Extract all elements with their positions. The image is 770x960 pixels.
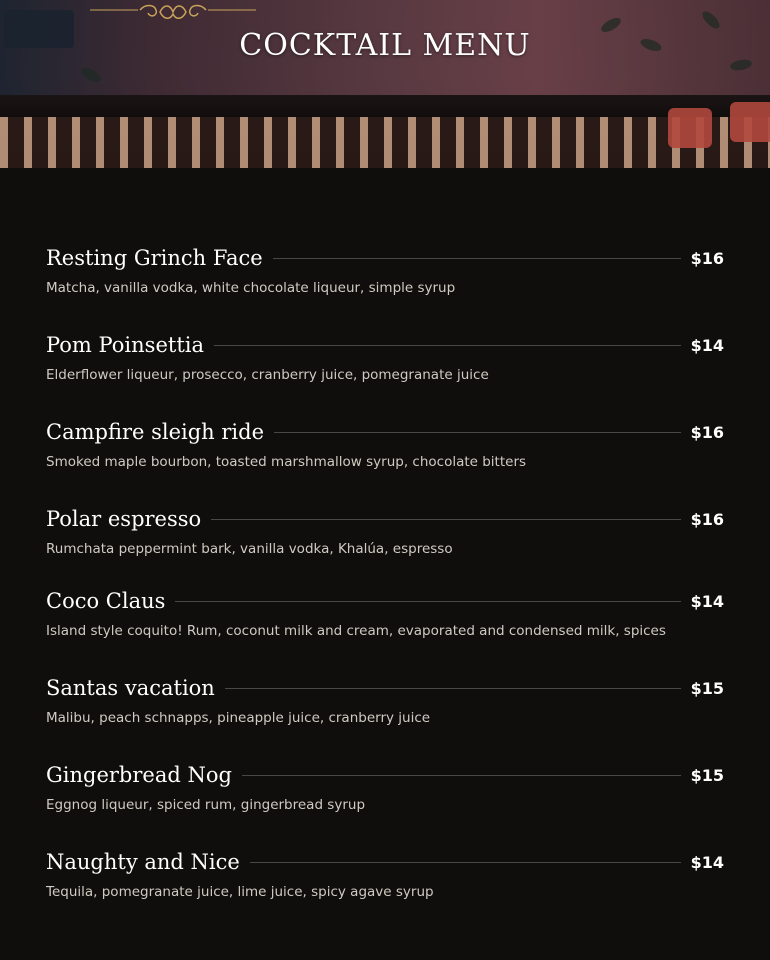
menu-item [46,504,724,557]
menu-item-name: Coco Claus [46,589,166,613]
dotted-leader [175,601,680,602]
dotted-leader [214,345,681,346]
menu-item [46,417,724,470]
hero-banner [0,0,770,168]
menu-item-description: Eggnog liqueur, spiced rum, gingerbread syrup [46,797,366,813]
menu-item-description: Smoked maple bourbon, toasted marshmallow syrup, chocolate bitters [46,454,527,470]
menu-item-description: Island style coquito! Rum, coconut milk and cream, evaporated and condensed milk, spices [46,623,666,639]
menu-item-price: $16 [690,248,724,268]
menu-item-price: $16 [690,509,724,529]
menu-item-name: Pom Poinsettia [46,333,204,357]
menu-item-price: $14 [690,335,724,355]
menu-item-name: Gingerbread Nog [46,763,232,787]
dotted-leader [225,688,681,689]
menu-item-price: $16 [690,422,724,442]
menu-item-price: $14 [690,591,724,611]
menu-item [46,760,724,813]
dotted-leader [274,432,681,433]
bar-counter [0,95,770,117]
dotted-leader [242,775,681,776]
ornament-flourish-icon [90,2,256,24]
menu-item [46,586,724,639]
page-title: COCKTAIL MENU [239,28,531,63]
bar-slats [0,117,770,168]
dotted-leader [211,519,680,520]
chair-decoration [730,102,770,142]
menu-item-description: Malibu, peach schnapps, pineapple juice, cranberry juice [46,710,431,726]
menu-item-name: Resting Grinch Face [46,246,263,270]
chair-decoration [668,108,712,148]
menu-item-description: Elderflower liqueur, prosecco, cranberry juice, pomegranate juice [46,367,489,383]
menu-item [46,243,724,296]
menu-item-description: Matcha, vanilla vodka, white chocolate liqueur, simple syrup [46,280,456,296]
menu-item-name: Polar espresso [46,507,202,531]
menu-item-description: Rumchata peppermint bark, vanilla vodka, Khalúa, espresso [46,541,453,557]
menu-item-price: $15 [690,765,724,785]
menu-item [46,673,724,726]
dotted-leader [250,862,681,863]
menu-item [46,330,724,383]
menu-item-name: Campfire sleigh ride [46,420,264,444]
menu-item-name: Naughty and Nice [46,850,240,874]
menu-item [46,847,724,900]
menu-item-price: $15 [690,678,724,698]
menu-item-price: $14 [690,852,724,872]
dotted-leader [273,258,681,259]
menu-item-name: Santas vacation [46,676,215,700]
menu-item-description: Tequila, pomegranate juice, lime juice, spicy agave syrup [46,884,434,900]
